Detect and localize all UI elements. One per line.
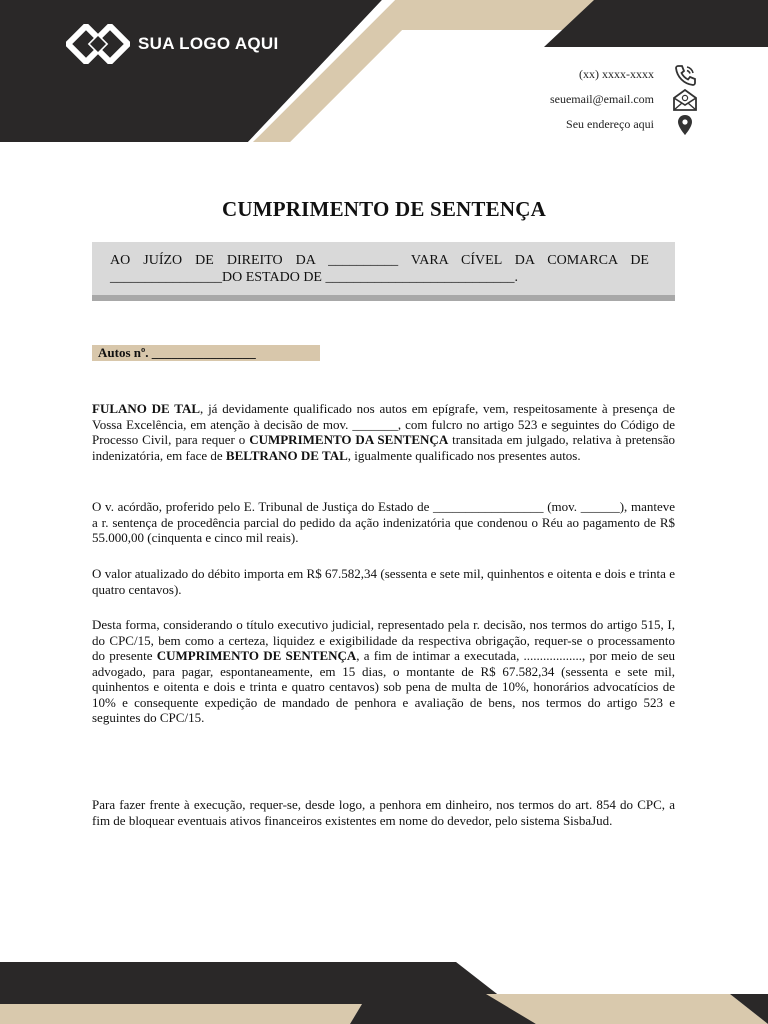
logo-text: SUA LOGO AQUI [138, 34, 279, 53]
paragraph-4-text-b: , a fim de intimar a executada, .................., por meio de seu advogado, para pagar, espontaneamente, em 15 dias, o montante de R$ 67.582,34 (sessenta e sete mil, quinhentos e oitenta e dois e trinta e quatro centavos) sob pena de multa de 10%, honorários advocatícios de 10% e consequente expedição de mandado de penhora e avaliação de bens, nos termos do artigo 523 e seguintes do CPC/15. [92, 648, 676, 725]
email-icon [672, 89, 698, 111]
paragraph-2 [92, 499, 675, 546]
paragraph-1-text-b: transitada em julgado, relativa à pretensão indenizatória, em face de [92, 432, 676, 463]
logo-mark-icon [66, 24, 130, 64]
paragraph-1-text-a: , já devidamente qualificado nos autos em epígrafe, vem, respeitosamente à presença de Vossa Excelência, em atenção à decisão de mov. _______, com fulcro no artigo 523 e seguintes do Código de Processo Civil, para requer o [92, 401, 676, 447]
contact-phone [398, 62, 698, 87]
paragraph-2-text: O v. acórdão, proferido pelo E. Tribunal de Justiça do Estado de _________________ (mov. ______), manteve a r. sentença de procedência parcial do pedido da ação indenizatória que condenou o Réu ao pagamento de R$ 55.000,00 (cinquenta e cinco mil reais). [92, 499, 675, 545]
document-title: CUMPRIMENTO DE SENTENÇA [222, 197, 546, 221]
address-text: Seu endereço aqui [566, 117, 654, 131]
paragraph-4 [92, 617, 675, 726]
contact-block [398, 62, 698, 137]
contact-address [398, 112, 698, 137]
phone-icon [672, 64, 698, 86]
case-number-label: Autos nº. ________________ [92, 345, 320, 361]
court-address-text: AO JUÍZO DE DIREITO DA __________ VARA CÍVEL DA COMARCA DE ________________DO ESTADO DE ___________________________. [110, 253, 649, 285]
paragraph-1-text-c: , igualmente qualificado nos presentes autos. [347, 447, 581, 463]
paragraph-4-text-a: Desta forma, considerando o título executivo judicial, representado pela r. decisão, nos termos do artigo 515, I, do CPC/15, bem como a certeza, liquidez e exigibilidade da respectiva obrigação, requer-se o processamento do presente [92, 617, 675, 663]
paragraph-1-bold: CUMPRIMENTO DA SENTENÇA [249, 432, 449, 447]
phone-text: (xx) xxxx-xxxx [579, 67, 654, 81]
paragraph-1 [92, 401, 675, 463]
paragraph-4-bold: CUMPRIMENTO DE SENTENÇA [156, 648, 357, 663]
party-defendant: BELTRANO DE TAL [225, 447, 348, 463]
contact-email [398, 87, 698, 112]
paragraph-3-text: O valor atualizado do débito importa em R$ 67.582,34 (sessenta e sete mil, quinhentos e oitenta e dois e trinta e quatro centavos). [92, 566, 675, 597]
party-plaintiff: FULANO DE TAL [92, 401, 201, 416]
location-pin-icon [672, 114, 698, 136]
logo [66, 24, 279, 64]
email-text: seuemail@email.com [549, 92, 654, 106]
paragraph-5 [92, 797, 675, 828]
paragraph-3 [92, 566, 675, 597]
paragraph-5-text: Para fazer frente à execução, requer-se, desde logo, a penhora em dinheiro, nos termos do art. 854 do CPC, a fim de bloquear eventuais ativos financeiros existentes em nome do devedor, pelo sistema SisbaJud. [92, 797, 675, 828]
court-address-box [92, 242, 675, 301]
